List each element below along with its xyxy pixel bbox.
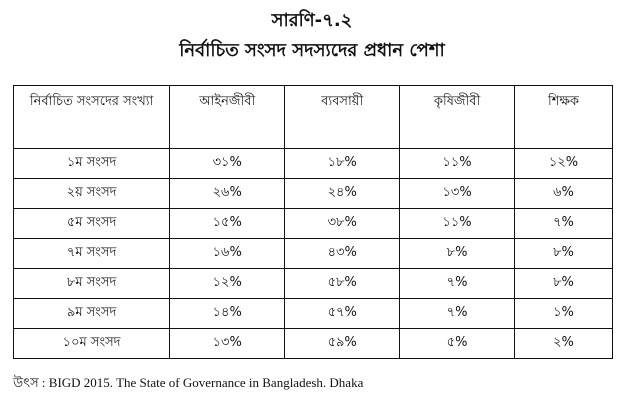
table-cell: ১৮% bbox=[285, 149, 400, 179]
source-note: উৎস : BIGD 2015. The State of Governance in Bangladesh. Dhaka bbox=[13, 375, 364, 390]
table-cell: ২% bbox=[515, 329, 613, 359]
table-cell: ৭% bbox=[400, 269, 515, 299]
table-cell: ২য় সংসদ bbox=[14, 179, 170, 209]
table-cell: ১ম সংসদ bbox=[14, 149, 170, 179]
table-cell: ১৬% bbox=[170, 239, 285, 269]
table-cell: ৭% bbox=[515, 209, 613, 239]
table-cell: ১৩% bbox=[400, 179, 515, 209]
table-cell: ৩৮% bbox=[285, 209, 400, 239]
table-cell: ৫ম সংসদ bbox=[14, 209, 170, 239]
table-cell: ১২% bbox=[515, 149, 613, 179]
table-row bbox=[14, 269, 613, 299]
header-row bbox=[14, 86, 613, 149]
table-cell: ১৪% bbox=[170, 299, 285, 329]
table-number: সারণি-৭.২ bbox=[271, 10, 353, 31]
table-cell: ২৬% bbox=[170, 179, 285, 209]
table-row bbox=[14, 209, 613, 239]
table-cell: ৪৩% bbox=[285, 239, 400, 269]
table-cell: ৮% bbox=[400, 239, 515, 269]
table-cell: ৫৯% bbox=[285, 329, 400, 359]
table-cell: ৭% bbox=[400, 299, 515, 329]
table-cell: ৮% bbox=[515, 239, 613, 269]
header-agriculture: কৃষিজীবী bbox=[400, 86, 515, 149]
header-business: ব্যবসায়ী bbox=[285, 86, 400, 149]
table-cell: ৫৮% bbox=[285, 269, 400, 299]
table-cell: ১৩% bbox=[170, 329, 285, 359]
table-cell: ৮ম সংসদ bbox=[14, 269, 170, 299]
table-cell: ১% bbox=[515, 299, 613, 329]
table-cell: ৭ম সংসদ bbox=[14, 239, 170, 269]
table-cell: ১০ম সংসদ bbox=[14, 329, 170, 359]
table-cell: ৯ম সংসদ bbox=[14, 299, 170, 329]
table-row bbox=[14, 299, 613, 329]
table-cell: ১১% bbox=[400, 149, 515, 179]
occupation-table bbox=[13, 85, 613, 359]
table-row bbox=[14, 239, 613, 269]
table-row bbox=[14, 329, 613, 359]
header-parliament: নির্বাচিত সংসদের সংখ্যা bbox=[14, 86, 170, 149]
table-cell: ৮% bbox=[515, 269, 613, 299]
table-cell: ৫% bbox=[400, 329, 515, 359]
table-cell: ৩১% bbox=[170, 149, 285, 179]
table-cell: ১২% bbox=[170, 269, 285, 299]
table-row bbox=[14, 179, 613, 209]
table-title: নির্বাচিত সংসদ সদস্যদের প্রধান পেশা bbox=[179, 40, 445, 61]
table-cell: ১১% bbox=[400, 209, 515, 239]
table-cell: ৬% bbox=[515, 179, 613, 209]
header-lawyer: আইনজীবী bbox=[170, 86, 285, 149]
table-cell: ২৪% bbox=[285, 179, 400, 209]
table-cell: ১৫% bbox=[170, 209, 285, 239]
header-teacher: শিক্ষক bbox=[515, 86, 613, 149]
table-cell: ৫৭% bbox=[285, 299, 400, 329]
table-row bbox=[14, 149, 613, 179]
